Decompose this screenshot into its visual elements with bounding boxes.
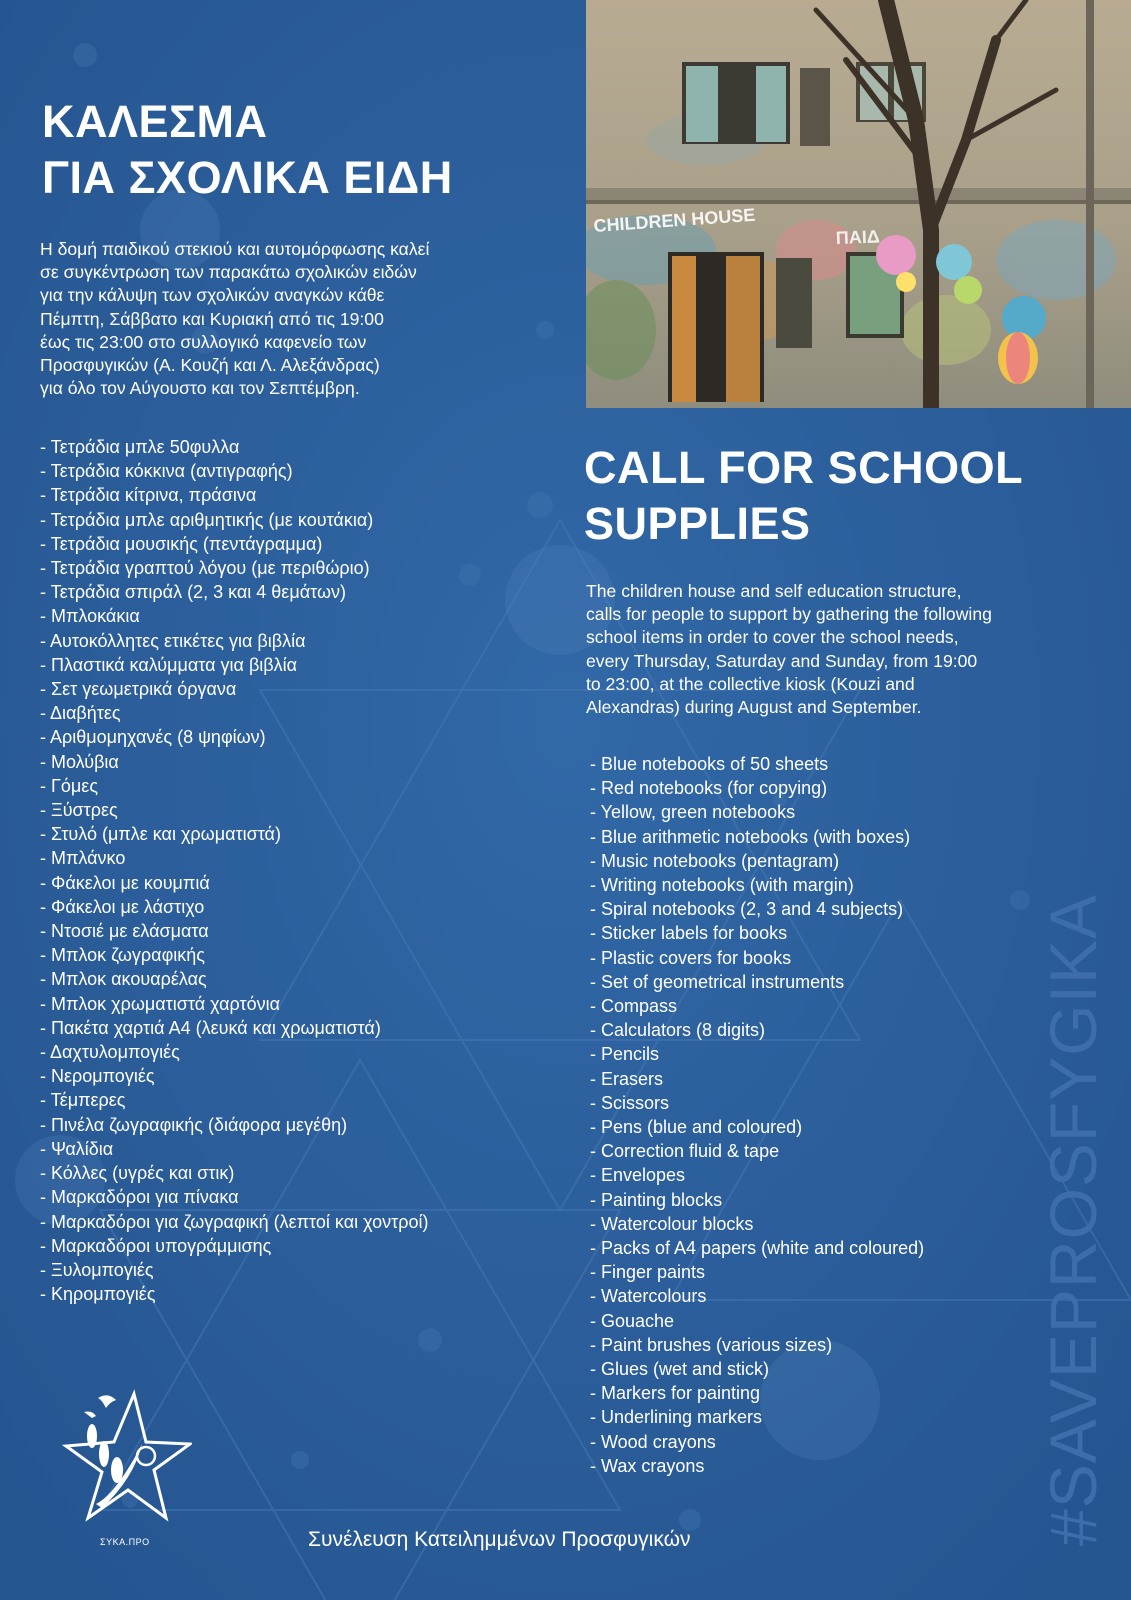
greek-supplies-list	[40, 435, 428, 1306]
list-item: - Τετράδια κόκκινα (αντιγραφής)	[40, 461, 293, 482]
list-item: - Τετράδια μπλε αριθμητικής (με κουτάκια)	[40, 509, 374, 530]
list-item: - Ξύστρες	[40, 800, 118, 821]
list-item: - Στυλό (μπλε και χρωματιστά)	[40, 824, 281, 845]
list-item: - Τετράδια μπλε 50φυλλα	[40, 437, 240, 457]
list-item: - Γόμες	[40, 775, 98, 796]
greek-title-line-2: ΓΙΑ ΣΧΟΛΙΚΑ ΕΙΔΗ	[42, 152, 453, 203]
list-item: - Μαρκαδόροι για ζωγραφική (λεπτοί και χοντροί)	[40, 1211, 429, 1232]
svg-text:ΠΑΙΔ: ΠΑΙΔ	[835, 226, 881, 248]
greek-title	[42, 94, 453, 206]
english-intro-line: school items in order to cover the school needs,	[586, 627, 959, 648]
list-item: - Markers for painting	[590, 1383, 761, 1404]
list-item: - Ψαλίδια	[40, 1138, 114, 1159]
list-item: - Paint brushes (various sizes)	[590, 1334, 833, 1355]
list-item: - Μαρκαδόροι υπογράμμισης	[40, 1235, 272, 1256]
building-photo	[586, 0, 1131, 408]
list-item: - Φάκελοι με κουμπιά	[40, 872, 210, 893]
list-item: - Μπλοκάκια	[40, 606, 140, 627]
list-item: - Wax crayons	[590, 1455, 705, 1476]
list-item: - Νερομπογιές	[40, 1066, 155, 1087]
list-item: - Gouache	[590, 1310, 675, 1331]
list-item: - Red notebooks (for copying)	[590, 778, 828, 799]
list-item: - Αριθμομηχανές (8 ψηφίων)	[40, 727, 266, 748]
greek-intro-line: Η δομή παιδικού στεκιού και αυτομόρφωσης καλεί	[40, 239, 430, 259]
list-item: - Envelopes	[590, 1165, 686, 1186]
list-item: - Watercolours	[590, 1286, 707, 1307]
list-item: - Packs of A4 papers (white and coloured)	[590, 1238, 925, 1259]
list-item: - Σετ γεωμετρικά όργανα	[40, 679, 237, 700]
list-item: - Τετράδια κίτρινα, πράσινα	[40, 485, 257, 506]
list-item: - Ξυλομπογιές	[40, 1259, 154, 1280]
list-item: - Πινέλα ζωγραφικής (διάφορα μεγέθη)	[40, 1114, 348, 1135]
list-item: - Κηρομπογιές	[40, 1284, 156, 1305]
list-item: - Pencils	[590, 1044, 660, 1065]
building-illustration	[586, 0, 1131, 408]
greek-title-line-1: ΚΑΛΕΣΜΑ	[42, 96, 268, 147]
greek-intro-line: Προσφυγικών (Α. Κουζή και Λ. Αλεξάνδρας)	[40, 355, 380, 376]
list-item: - Κόλλες (υγρές και στικ)	[40, 1163, 235, 1184]
list-item: - Glues (wet and stick)	[590, 1359, 770, 1380]
list-item: - Τέμπερες	[40, 1090, 126, 1111]
list-item: - Μπλάνκο	[40, 848, 126, 869]
hashtag-text: #SAVEPROSFYGIKA	[1036, 894, 1110, 1546]
list-item: - Writing notebooks (with margin)	[590, 875, 854, 896]
list-item: - Τετράδια μουσικής (πεντάγραμμα)	[40, 533, 323, 554]
list-item: - Spiral notebooks (2, 3 and 4 subjects)	[590, 899, 904, 920]
list-item: - Δαχτυλομπογιές	[40, 1042, 180, 1063]
list-item: - Τετράδια γραπτού λόγου (με περιθώριο)	[40, 558, 370, 579]
list-item: - Erasers	[590, 1068, 664, 1089]
list-item: - Correction fluid & tape	[590, 1141, 780, 1162]
list-item: - Μπλοκ χρωματιστά χαρτόνια	[40, 993, 281, 1014]
english-intro-line: every Thursday, Saturday and Sunday, from 19:00	[586, 650, 978, 671]
list-item: - Finger paints	[590, 1262, 706, 1283]
greek-intro-line: για την κάλυψη των σχολικών αναγκών κάθε	[40, 285, 385, 306]
english-intro	[586, 580, 1106, 719]
list-item: - Compass	[590, 996, 678, 1017]
english-intro-line: The children house and self education structure,	[586, 581, 962, 601]
list-item: - Φάκελοι με λάστιχο	[40, 896, 205, 917]
greek-intro-line: για όλο τον Αύγουστο και τον Σεπτέμβρη.	[40, 378, 360, 399]
list-item: - Scissors	[590, 1092, 670, 1113]
list-item: - Μπλοκ ακουαρέλας	[40, 969, 207, 990]
english-intro-line: to 23:00, at the collective kiosk (Kouzi and	[586, 673, 915, 694]
list-item: - Μπλοκ ζωγραφικής	[40, 945, 205, 966]
english-title	[584, 440, 1023, 552]
logo-label: ΣΥΚΑ.ΠΡΟ	[100, 1537, 150, 1547]
list-item: - Watercolour blocks	[590, 1213, 754, 1234]
greek-intro	[40, 238, 550, 400]
list-item: - Blue notebooks of 50 sheets	[590, 754, 829, 774]
list-item: - Wood crayons	[590, 1431, 716, 1452]
list-item: - Μαρκαδόροι για πίνακα	[40, 1187, 239, 1208]
list-item: - Blue arithmetic notebooks (with boxes)	[590, 826, 911, 847]
list-item: - Set of geometrical instruments	[590, 971, 845, 992]
list-item: - Μολύβια	[40, 751, 119, 772]
list-item: - Τετράδια σπιράλ (2, 3 και 4 θεμάτων)	[40, 582, 346, 603]
greek-intro-line: Πέμπτη, Σάββατο και Κυριακή από τις 19:00	[40, 308, 384, 329]
list-item: - Ντοσιέ με ελάσματα	[40, 921, 209, 942]
list-item: - Sticker labels for books	[590, 923, 788, 944]
english-title-line-2: SUPPLIES	[584, 498, 811, 549]
greek-intro-line: έως τις 23:00 στο συλλογικό καφενείο των	[40, 331, 367, 352]
list-item: - Αυτοκόλλητες ετικέτες για βιβλία	[40, 630, 306, 651]
list-item: - Διαβήτες	[40, 703, 121, 724]
english-supplies-list	[590, 752, 924, 1478]
star-birds-logo-icon	[62, 1384, 192, 1529]
list-item: - Music notebooks (pentagram)	[590, 850, 840, 871]
greek-intro-line: σε συγκέντρωση των παρακάτω σχολικών ειδών	[40, 262, 417, 283]
list-item: - Painting blocks	[590, 1189, 723, 1210]
list-item: - Calculators (8 digits)	[590, 1020, 766, 1041]
list-item: - Pens (blue and coloured)	[590, 1117, 803, 1138]
list-item: - Plastic covers for books	[590, 947, 792, 968]
english-intro-line: Alexandras) during August and September.	[586, 697, 922, 718]
list-item: - Underlining markers	[590, 1407, 763, 1428]
building-sign-text: CHILDREN HOUSE	[592, 204, 756, 236]
english-intro-line: calls for people to support by gathering the following	[586, 604, 992, 625]
list-item: - Πακέτα χαρτιά Α4 (λευκά και χρωματιστά)	[40, 1017, 381, 1038]
footer-assembly-name: Συνέλευση Κατειλημμένων Προσφυγικών	[308, 1528, 691, 1551]
list-item: - Yellow, green notebooks	[590, 802, 796, 823]
english-title-line-1: CALL FOR SCHOOL	[584, 442, 1024, 493]
list-item: - Πλαστικά καλύμματα για βιβλία	[40, 654, 298, 675]
